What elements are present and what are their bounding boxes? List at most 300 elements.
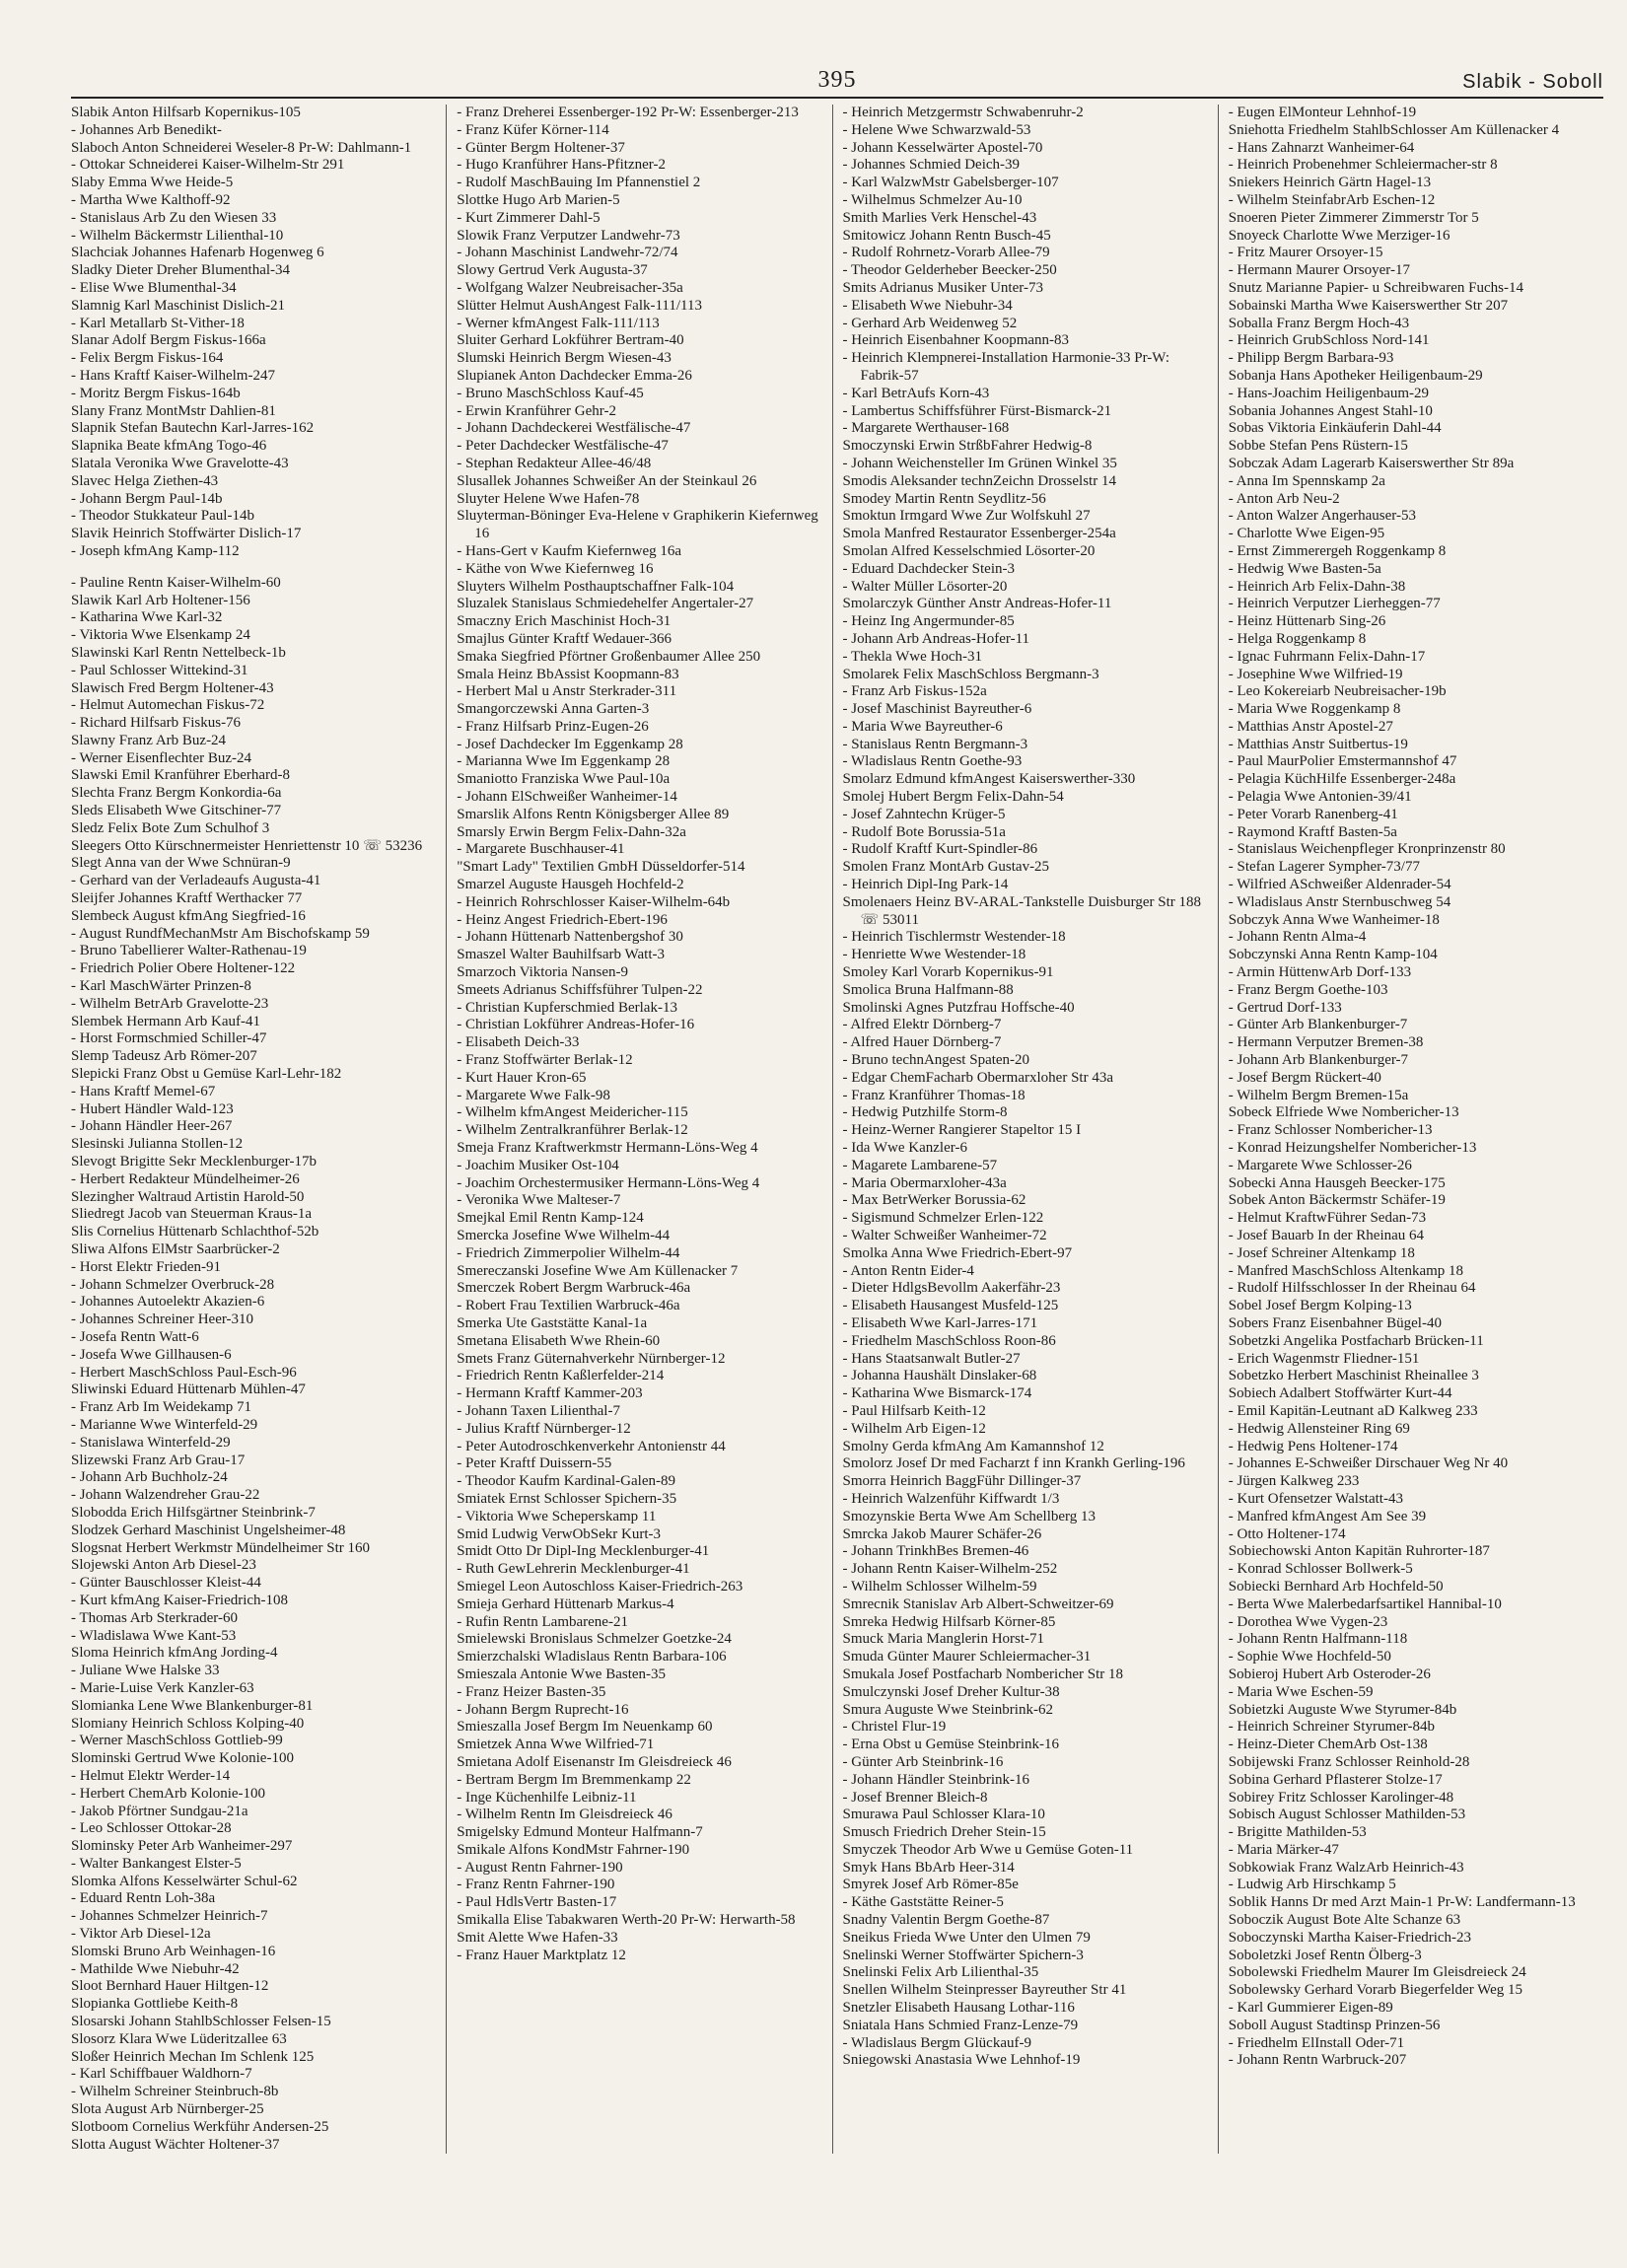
directory-entry: Soboletzki Josef Rentn Ölberg-3 [1228, 1947, 1422, 1963]
directory-entry: - Matthias Anstr Apostel-27 [1228, 718, 1393, 735]
directory-entry: Slominsky Peter Arb Wanheimer-297 [71, 1838, 293, 1855]
directory-entry: Sleds Elisabeth Wwe Gitschiner-77 [71, 803, 282, 819]
directory-entry: - Pelagia KüchHilfe Essenberger-248a [1228, 771, 1456, 788]
directory-entry: - Wladislawa Wwe Kant-53 [71, 1627, 237, 1644]
directory-entry: - Herbert MaschSchloss Paul-Esch-96 [71, 1364, 297, 1381]
directory-entry: Slominski Gertrud Wwe Kolonie-100 [71, 1750, 294, 1767]
directory-entry: - Franz Arb Fiskus-152a [842, 683, 987, 700]
directory-entry: - Heinrich Probenehmer Schleiermacher-str 8 [1228, 157, 1498, 174]
directory-entry: - Ida Wwe Kanzler-6 [842, 1140, 967, 1157]
directory-entry: - Hans Zahnarzt Wanheimer-64 [1228, 139, 1415, 156]
directory-entry: Sobainski Martha Wwe Kaiserswerther Str 207 [1228, 297, 1509, 314]
directory-entry: - Bruno Tabellierer Walter-Rathenau-19 [71, 943, 307, 959]
directory-entry: Sniehotta Friedhelm StahlbSchlosser Am Küllenacker 4 [1228, 121, 1560, 138]
directory-entry: - Günter Bergm Holtener-37 [457, 139, 625, 156]
directory-entry: Smaka Siegfried Pförtner Großenbaumer Allee 250 [457, 648, 761, 665]
directory-entry: Slembek Hermann Arb Kauf-41 [71, 1013, 261, 1029]
directory-entry: Sobietzki Auguste Wwe Styrumer-84b [1228, 1701, 1457, 1718]
directory-entry: - Erwin Kranführer Gehr-2 [457, 402, 616, 419]
directory-entry: - Helmut Elektr Werder-14 [71, 1767, 231, 1784]
directory-entry: - Käthe von Wwe Kiefernweg 16 [457, 560, 654, 577]
directory-entry: - Hans-Joachim Heiligenbaum-29 [1228, 385, 1430, 401]
directory-entry: - Wladislaus Rentn Goethe-93 [842, 753, 1023, 770]
directory-entry: - Josef Bauarb In der Rheinau 64 [1228, 1228, 1425, 1243]
directory-entry: - Stefan Lagerer Sympher-73/77 [1228, 859, 1420, 876]
directory-entry: - Franz Arb Im Weidekamp 71 [71, 1399, 252, 1416]
directory-entry: - Manfred kfmAngest Am See 39 [1228, 1508, 1427, 1524]
directory-entry: - Veronika Wwe Malteser-7 [457, 1192, 621, 1209]
directory-entry: Slosorz Klara Wwe Lüderitzallee 63 [71, 2030, 287, 2047]
directory-entry: Slavik Heinrich Stoffwärter Dislich-17 [71, 526, 302, 542]
directory-entry: - Matthias Anstr Suitbertus-19 [1228, 736, 1408, 752]
directory-entry: - Pelagia Wwe Antonien-39/41 [1228, 789, 1412, 806]
directory-entry: Slanar Adolf Bergm Fiskus-166a [71, 332, 266, 349]
directory-entry: Sobczyk Anna Wwe Wanheimer-18 [1228, 911, 1440, 928]
directory-entry: - Josef Zahntechn Krüger-5 [842, 806, 1006, 822]
directory-entry: Slawinski Karl Rentn Nettelbeck-1b [71, 644, 286, 661]
directory-entry: Smarsly Erwin Bergm Felix-Dahn-32a [457, 823, 686, 840]
directory-entry: - Wolfgang Walzer Neubreisacher-35a [457, 279, 683, 296]
directory-entry: - Joachim Musiker Ost-104 [457, 1157, 619, 1173]
directory-entry: - Edgar ChemFacharb Obermarxloher Str 43a [842, 1069, 1113, 1086]
directory-entry: Sleijfer Johannes Kraftf Werthacker 77 [71, 890, 303, 907]
directory-entry: - Maria Obermarxloher-43a [842, 1174, 1007, 1191]
directory-entry: - Marianna Wwe Im Eggenkamp 28 [457, 753, 671, 770]
directory-entry: Smyrek Josef Arb Römer-85e [842, 1877, 1019, 1893]
directory-entry: - Josef Schreiner Altenkamp 18 [1228, 1244, 1415, 1261]
directory-entry: - Peter Vorarb Ranenberg-41 [1228, 806, 1398, 822]
directory-entry: - Karl MaschWärter Prinzen-8 [71, 978, 251, 995]
directory-entry: Slamnig Karl Maschinist Dislich-21 [71, 297, 286, 314]
directory-entry: - Eugen ElMonteur Lehnhof-19 [1228, 105, 1417, 120]
directory-entry: Sobeck Elfriede Wwe Nombericher-13 [1228, 1104, 1459, 1121]
directory-entry: - Elisabeth Wwe Niebuhr-34 [842, 297, 1013, 314]
directory-entry: - Heinrich Metzgermstr Schwabenruhr-2 [842, 105, 1084, 120]
directory-entry: Slusallek Johannes Schweißer An der Steinkaul 26 [457, 472, 757, 489]
directory-entry: - Walter Bankangest Elster-5 [71, 1855, 242, 1872]
directory-entry: Smurawa Paul Schlosser Klara-10 [842, 1807, 1045, 1823]
directory-entry: - Johannes Schreiner Heer-310 [71, 1311, 254, 1328]
directory-entry: - Hans Kraftf Kaiser-Wilhelm-247 [71, 367, 275, 384]
directory-entry: Sobanja Hans Apotheker Heiligenbaum-29 [1228, 367, 1483, 384]
directory-entry: - Karl BetrAufs Korn-43 [842, 385, 990, 401]
directory-entry: Smitowicz Johann Rentn Busch-45 [842, 227, 1051, 244]
directory-entry: Slodzek Gerhard Maschinist Ungelsheimer-48 [71, 1522, 346, 1538]
directory-entry: - Peter Kraftf Duissern-55 [457, 1455, 612, 1472]
directory-entry: Snetzler Elisabeth Hausang Lothar-116 [842, 2000, 1075, 2017]
directory-entry: - Christel Flur-19 [842, 1719, 947, 1736]
directory-entry: Sobek Anton Bäckermstr Schäfer-19 [1228, 1192, 1446, 1209]
directory-entry: Smieszala Antonie Wwe Basten-35 [457, 1666, 667, 1682]
directory-entry: - Wilhelm SteinfabrArb Eschen-12 [1228, 191, 1436, 208]
directory-entry: Sobolewski Friedhelm Maurer Im Gleisdreieck 24 [1228, 1964, 1526, 1981]
directory-entry: Smukala Josef Postfacharb Nombericher Str 18 [842, 1666, 1124, 1682]
directory-entry: - Josefa Wwe Gillhausen-6 [71, 1346, 232, 1363]
directory-entry: - Katharina Wwe Bismarck-174 [842, 1385, 1032, 1402]
directory-entry: Slavec Helga Ziethen-43 [71, 472, 219, 489]
directory-entry: - Johann Bergm Paul-14b [71, 490, 223, 507]
directory-entry: - Johanna Haushält Dinslaker-68 [842, 1368, 1037, 1384]
directory-entry: Smoktun Irmgard Wwe Zur Wolfskuhl 27 [842, 508, 1091, 525]
directory-entry: - Charlotte Wwe Eigen-95 [1228, 526, 1385, 542]
directory-entry: Sluiter Gerhard Lokführer Bertram-40 [457, 332, 684, 349]
directory-entry: Smercka Josefine Wwe Wilhelm-44 [457, 1228, 671, 1243]
directory-entry: - Margarete Wwe Schlosser-26 [1228, 1157, 1412, 1173]
directory-entry: Slotboom Cornelius Werkführ Andersen-25 [71, 2118, 329, 2135]
directory-entry: Snellen Wilhelm Steinpresser Bayreuther Str 41 [842, 1982, 1127, 1999]
directory-entry: - Johannes Schmied Deich-39 [842, 157, 1021, 174]
directory-entry: - Maria Wwe Roggenkamp 8 [1228, 701, 1401, 718]
directory-entry: Smarzel Auguste Hausgeh Hochfeld-2 [457, 877, 684, 893]
directory-entry: - Ludwig Arb Hirschkamp 5 [1228, 1877, 1396, 1893]
directory-entry: Snoyeck Charlotte Wwe Merziger-16 [1228, 227, 1450, 244]
directory-entry: - Rudolf Kraftf Kurt-Spindler-86 [842, 841, 1038, 858]
directory-entry: Sobetzko Herbert Maschinist Rheinallee 3 [1228, 1368, 1479, 1384]
directory-entry: - Gerhard Arb Weidenweg 52 [842, 315, 1018, 331]
directory-entry: - Heinrich Klempnerei-Installation Harmonie-33 Pr-W: Fabrik-57 [842, 350, 1170, 384]
directory-entry: - Wilhelm Zentralkranführer Berlak-12 [457, 1122, 688, 1139]
directory-entry: Sniekers Heinrich Gärtn Hagel-13 [1228, 175, 1432, 191]
directory-entry: Smets Franz Güternahverkehr Nürnberger-12 [457, 1350, 726, 1367]
directory-entry: - Heinrich Schreiner Styrumer-84b [1228, 1719, 1435, 1736]
directory-entry: - Walter Schweißer Wanheimer-72 [842, 1228, 1047, 1243]
directory-entry: - Viktoria Wwe Scheperskamp 11 [457, 1508, 657, 1524]
directory-entry: Smid Ludwig VerwObSekr Kurt-3 [457, 1525, 662, 1542]
directory-entry: Sobolewsky Gerhard Vorarb Biegerfelder Weg 15 [1228, 1982, 1523, 1999]
directory-entry: Sniatala Hans Schmied Franz-Lenze-79 [842, 2017, 1079, 2033]
directory-entry: - Helene Wwe Schwarzwald-53 [842, 121, 1031, 138]
directory-entry: - Wladislaus Bergm Glückauf-9 [842, 2034, 1031, 2051]
directory-entry: - Wilhelm Arb Eigen-12 [842, 1420, 986, 1437]
directory-entry: - Günter Arb Steinbrink-16 [842, 1753, 1004, 1770]
directory-entry: - Theodor Kaufm Kardinal-Galen-89 [457, 1473, 675, 1490]
directory-entry: - Horst Formschmied Schiller-47 [71, 1030, 267, 1047]
directory-entry: - Johann Rentn Alma-4 [1228, 929, 1367, 946]
directory-entry: Sluyter Helene Wwe Hafen-78 [457, 490, 640, 507]
directory-entry: Smura Auguste Wwe Steinbrink-62 [842, 1701, 1053, 1718]
directory-entry: - Josefa Rentn Watt-6 [71, 1328, 199, 1345]
directory-entry: Smozynskie Berta Wwe Am Schellberg 13 [842, 1508, 1096, 1524]
directory-entry: - Philipp Bergm Barbara-93 [1228, 350, 1394, 367]
directory-entry: - Johannes Autoelektr Akazien-6 [71, 1294, 265, 1311]
directory-entry: Smetana Elisabeth Wwe Rhein-60 [457, 1332, 661, 1349]
directory-entry: - Heinz-Werner Rangierer Stapeltor 15 I [842, 1122, 1082, 1139]
directory-entry: - Anton Rentn Eider-4 [842, 1262, 974, 1279]
directory-entry: Smrcka Jakob Maurer Schäfer-26 [842, 1525, 1042, 1542]
directory-entry: Sluzalek Stanislaus Schmiedehelfer Angertaler-27 [457, 596, 754, 612]
directory-entry: Sobisch August Schlosser Mathilden-53 [1228, 1807, 1466, 1823]
directory-entry: - Jürgen Kalkweg 233 [1228, 1473, 1360, 1490]
directory-entry: Slachciak Johannes Hafenarb Hogenweg 6 [71, 245, 324, 261]
directory-entry: Smolarczyk Günther Anstr Andreas-Hofer-11 [842, 596, 1112, 612]
directory-entry: - Ignac Fuhrmann Felix-Dahn-17 [1228, 648, 1426, 665]
directory-entry: Smorra Heinrich BaggFühr Dillinger-37 [842, 1473, 1082, 1490]
directory-entry: Slota August Arb Nürnberger-25 [71, 2101, 264, 2118]
directory-entry: Smyczek Theodor Arb Wwe u Gemüse Goten-11 [842, 1841, 1134, 1858]
directory-entry: Slany Franz MontMstr Dahlien-81 [71, 402, 276, 419]
directory-entry: - Kurt kfmAng Kaiser-Friedrich-108 [71, 1592, 289, 1608]
directory-entry: - Paul Hilfsarb Keith-12 [842, 1402, 986, 1419]
directory-entry: - Gertrud Dorf-133 [1228, 999, 1342, 1016]
directory-entry: - Wilhelm kfmAngest Meidericher-115 [457, 1104, 688, 1121]
directory-entry: - Marie-Luise Verk Kanzler-63 [71, 1679, 254, 1696]
column-2 [446, 105, 831, 2154]
directory-entry: - Gerhard van der Verladeaufs Augusta-41 [71, 873, 321, 889]
directory-entry: Sobers Franz Eisenbahner Bügel-40 [1228, 1314, 1442, 1331]
directory-entry: - Alfred Elektr Dörnberg-7 [842, 1017, 1002, 1033]
directory-entry: Smolica Bruna Halfmann-88 [842, 981, 1014, 998]
directory-entry: Smits Adrianus Musiker Unter-73 [842, 279, 1043, 296]
directory-entry: - Johann Arb Blankenburger-7 [1228, 1052, 1409, 1069]
directory-entry: Smit Alette Wwe Hafen-33 [457, 1929, 618, 1946]
directory-entry: - Karl Gummierer Eigen-89 [1228, 2000, 1393, 2017]
directory-entry: - Rudolf Hilfsschlosser In der Rheinau 64 [1228, 1280, 1476, 1297]
directory-entry: - Wilfried ASchweißer Aldenrader-54 [1228, 877, 1451, 893]
directory-entry: "Smart Lady" Textilien GmbH Düsseldorfer-514 [457, 859, 745, 876]
directory-entry: - Raymond Kraftf Basten-5a [1228, 823, 1397, 840]
directory-entry: Snelinski Werner Stoffwärter Spichern-3 [842, 1947, 1084, 1963]
directory-entry: Slojewski Anton Arb Diesel-23 [71, 1557, 256, 1574]
directory-entry: - Hubert Händler Wald-123 [71, 1100, 234, 1117]
directory-entry: - Heinrich GrubSchloss Nord-141 [1228, 332, 1430, 349]
directory-entry: Sleegers Otto Kürschnermeister Henriettenstr 10 ☏ 53236 [71, 837, 423, 854]
directory-entry: - Karl WalzwMstr Gabelsberger-107 [842, 175, 1059, 191]
directory-entry: Snelinski Felix Arb Lilienthal-35 [842, 1964, 1039, 1981]
directory-entry: - Wilhelm Schlosser Wilhelm-59 [842, 1578, 1037, 1595]
directory-entry: - Hermann Maurer Orsoyer-17 [1228, 262, 1410, 279]
directory-entry: Slomka Alfons Kesselwärter Schul-62 [71, 1873, 298, 1889]
directory-entry: - Paul HdlsVertr Basten-17 [457, 1894, 617, 1911]
directory-entry: Snadny Valentin Bergm Goethe-87 [842, 1912, 1050, 1929]
directory-entry: - Johann Dachdeckerei Westfälische-47 [457, 420, 691, 437]
directory-entry: - Johann Arb Andreas-Hofer-11 [842, 630, 1030, 647]
directory-entry: Slizewski Franz Arb Grau-17 [71, 1452, 246, 1468]
directory-entry: - Margarete Buschhauser-41 [457, 841, 625, 858]
directory-entry: - Wilhelm Rentn Im Gleisdreieck 46 [457, 1807, 672, 1823]
directory-entry: - Johann Hüttenarb Nattenbergshof 30 [457, 929, 683, 946]
directory-entry: Smuck Maria Manglerin Horst-71 [842, 1631, 1045, 1648]
directory-entry: - Karl Schiffbauer Waldhorn-7 [71, 2066, 252, 2083]
directory-entry: Slezingher Waltraud Artistin Harold-50 [71, 1188, 305, 1205]
directory-entry: - Friedrich Polier Obere Holtener-122 [71, 960, 296, 977]
directory-entry: Sniegowski Anastasia Wwe Lehnhof-19 [842, 2052, 1081, 2069]
directory-entry: - Moritz Bergm Fiskus-164b [71, 385, 241, 401]
directory-entry: Smolenaers Heinz BV-ARAL-Tankstelle Duisburger Str 188 ☏ 53011 [842, 893, 1201, 928]
directory-entry: - Franz Bergm Goethe-103 [1228, 981, 1388, 998]
directory-entry: Smejkal Emil Rentn Kamp-124 [457, 1210, 644, 1227]
directory-entry: - Stanislawa Winterfeld-29 [71, 1434, 231, 1451]
directory-entry: - Herbert ChemArb Kolonie-100 [71, 1785, 266, 1802]
directory-entry: - Thekla Wwe Hoch-31 [842, 648, 982, 665]
directory-entry: - Dorothea Wwe Vygen-23 [1228, 1613, 1388, 1630]
directory-entry: - Pauline Rentn Kaiser-Wilhelm-60 [71, 574, 281, 591]
directory-entry: - Heinrich Dipl-Ing Park-14 [842, 877, 1009, 893]
directory-entry: Smajlus Günter Kraftf Wedauer-366 [457, 630, 672, 647]
directory-entry: - Juliane Wwe Halske 33 [71, 1663, 220, 1679]
directory-entry: Sobijewski Franz Schlosser Reinhold-28 [1228, 1753, 1470, 1770]
directory-entry: Sobecki Anna Hausgeh Beecker-175 [1228, 1174, 1446, 1191]
directory-entry: - Margarete Werthauser-168 [842, 420, 1010, 437]
directory-entry: - Katharina Wwe Karl-32 [71, 609, 223, 626]
directory-entry: - Lambertus Schiffsführer Fürst-Bismarck-21 [842, 402, 1112, 419]
directory-entry: - Johann Händler Heer-267 [71, 1118, 233, 1135]
directory-entry: Slaboch Anton Schneiderei Weseler-8 Pr-W: Dahlmann-1 [71, 139, 412, 156]
directory-entry: Snutz Marianne Papier- u Schreibwaren Fuchs-14 [1228, 279, 1523, 296]
directory-entry: - Herbert Redakteur Mündelheimer-26 [71, 1170, 300, 1187]
directory-entry: Smyk Hans BbArb Heer-314 [842, 1859, 1015, 1876]
directory-entry: - Berta Wwe Malerbedarfsartikel Hannibal-10 [1228, 1595, 1502, 1612]
directory-entry: Smuda Günter Maurer Schleiermacher-31 [842, 1649, 1092, 1666]
directory-entry: Sluyters Wilhelm Posthauptschaffner Falk-104 [457, 578, 735, 595]
directory-entry: - Heinrich Arb Felix-Dahn-38 [1228, 578, 1406, 595]
directory-entry: - Heinrich Rohrschlosser Kaiser-Wilhelm-64b [457, 893, 731, 910]
directory-entry: - Alfred Hauer Dörnberg-7 [842, 1034, 1002, 1051]
directory-entry: Slapnika Beate kfmAng Togo-46 [71, 438, 267, 455]
directory-entry: - Paul MaurPolier Emstermannshof 47 [1228, 753, 1457, 770]
running-head: Slabik - Soboll [1462, 71, 1603, 93]
directory-entry: - Wladislaus Anstr Sternbuschweg 54 [1228, 893, 1451, 910]
directory-entry: Smiatek Ernst Schlosser Spichern-35 [457, 1490, 677, 1507]
directory-entry: - Stanislaus Weichenpfleger Kronprinzenstr 80 [1228, 841, 1506, 858]
directory-entry: - Franz Küfer Körner-114 [457, 121, 609, 138]
directory-entry: - Hedwig Allensteiner Ring 69 [1228, 1420, 1410, 1437]
directory-entry: Sloot Bernhard Hauer Hiltgen-12 [71, 1978, 269, 1995]
directory-entry: - Werner Eisenflechter Buz-24 [71, 749, 252, 766]
directory-entry: Smaczny Erich Maschinist Hoch-31 [457, 613, 672, 630]
directory-entry: Smieszalla Josef Bergm Im Neuenkamp 60 [457, 1719, 713, 1736]
column-3 [832, 105, 1218, 2154]
directory-entry: Sobbe Stefan Pens Rüstern-15 [1228, 438, 1408, 455]
directory-entry: Smarzoch Viktoria Nansen-9 [457, 964, 629, 981]
directory-entry: - Anna Im Spennskamp 2a [1228, 472, 1385, 489]
directory-entry: - Hedwig Putzhilfe Storm-8 [842, 1104, 1008, 1121]
directory-entry: - Erich Wagenmstr Fliedner-151 [1228, 1350, 1420, 1367]
directory-entry: - Heinz Angest Friedrich-Ebert-196 [457, 911, 668, 928]
directory-entry: Smolen Franz MontArb Gustav-25 [842, 859, 1050, 876]
column-4 [1218, 105, 1603, 2154]
directory-entry: Slomiany Heinrich Schloss Kolping-40 [71, 1715, 305, 1732]
directory-entry: - Johannes E-Schweißer Dirschauer Weg Nr 40 [1228, 1455, 1509, 1472]
directory-entry: - Ernst Zimmerergeh Roggenkamp 8 [1228, 542, 1447, 559]
directory-entry: - Kurt Ofensetzer Walstatt-43 [1228, 1490, 1403, 1507]
directory-entry: - Wilhelm Bergm Bremen-15a [1228, 1087, 1409, 1103]
directory-entry: - Ruth GewLehrerin Mecklenburger-41 [457, 1561, 690, 1578]
directory-entry: - Johannes Schmelzer Heinrich-7 [71, 1908, 268, 1925]
directory-entry: - Franz Kranführer Thomas-18 [842, 1087, 1026, 1103]
directory-entry: - Friedhelm ElInstall Oder-71 [1228, 2034, 1405, 2051]
directory-entry: Slowik Franz Verputzer Landwehr-73 [457, 227, 680, 244]
directory-entry: Sobel Josef Bergm Kolping-13 [1228, 1298, 1412, 1314]
directory-entry: - Josef Bergm Rückert-40 [1228, 1069, 1381, 1086]
directory-entry: - Heinrich Eisenbahner Koopmann-83 [842, 332, 1070, 349]
directory-entry: Smielewski Bronislaus Schmelzer Goetzke-24 [457, 1631, 732, 1648]
directory-entry: Slawik Karl Arb Holtener-156 [71, 592, 250, 608]
directory-entry: - Marianne Wwe Winterfeld-29 [71, 1416, 258, 1433]
directory-entry: - Peter Dachdecker Westfälische-47 [457, 438, 669, 455]
directory-entry: Sobirey Fritz Schlosser Karolinger-48 [1228, 1789, 1454, 1806]
directory-entry: - Elisabeth Deich-33 [457, 1034, 580, 1051]
directory-entry: - Richard Hilfsarb Fiskus-76 [71, 715, 242, 732]
directory-entry: - Theodor Gelderheber Beecker-250 [842, 262, 1057, 279]
directory-entry: - Fritz Maurer Orsoyer-15 [1228, 245, 1383, 261]
directory-entry: - Franz Hauer Marktplatz 12 [457, 1947, 626, 1963]
directory-entry: - Heinrich Walzenführ Kiffwardt 1/3 [842, 1490, 1060, 1507]
directory-entry: - Josef Maschinist Bayreuther-6 [842, 701, 1032, 718]
directory-entry: - Armin HüttenwArb Dorf-133 [1228, 964, 1412, 981]
directory-entry: - Manfred MaschSchloss Altenkamp 18 [1228, 1262, 1464, 1279]
directory-entry: Sloma Heinrich kfmAng Jording-4 [71, 1645, 278, 1662]
directory-entry: Slottke Hugo Arb Marien-5 [457, 191, 620, 208]
directory-entry: - August RundfMechanMstr Am Bischofskamp 59 [71, 925, 370, 942]
directory-entry: Slosarski Johann StahlbSchlosser Felsen-15 [71, 2014, 331, 2030]
directory-entry: Smala Heinz BbAssist Koopmann-83 [457, 666, 679, 682]
directory-entry: Slepicki Franz Obst u Gemüse Karl-Lehr-182 [71, 1066, 342, 1083]
directory-entry: - Rudolf Rohrnetz-Vorarb Allee-79 [842, 245, 1050, 261]
directory-entry: - Konrad Heizungshelfer Nombericher-13 [1228, 1140, 1477, 1157]
directory-entry: - Theodor Stukkateur Paul-14b [71, 508, 254, 525]
directory-entry: - Inge Küchenhilfe Leibniz-11 [457, 1789, 637, 1806]
directory-entry: - Johann Walzendreher Grau-22 [71, 1487, 260, 1504]
directory-entry: Sloßer Heinrich Mechan Im Schlenk 125 [71, 2048, 315, 2065]
directory-entry: Snoeren Pieter Zimmerer Zimmerstr Tor 5 [1228, 209, 1479, 226]
directory-entry: - Josephine Wwe Wilfried-19 [1228, 666, 1403, 682]
directory-entry: - Walter Müller Lösorter-20 [842, 578, 1008, 595]
directory-entry: - Johann Bergm Ruprecht-16 [457, 1701, 629, 1718]
directory-entry: Soboczik August Bote Alte Schanze 63 [1228, 1912, 1461, 1929]
directory-entry: - Christian Lokführer Andreas-Hofer-16 [457, 1017, 695, 1033]
directory-entry: - Johann Rentn Halfmann-118 [1228, 1631, 1408, 1648]
directory-entry: Sobas Viktoria Einkäuferin Dahl-44 [1228, 420, 1442, 437]
directory-entry: - Werner MaschSchloss Gottlieb-99 [71, 1733, 283, 1749]
directory-entry: Smigelsky Edmund Monteur Halfmann-7 [457, 1824, 703, 1841]
directory-entry: Smolarek Felix MaschSchloss Bergmann-3 [842, 666, 1099, 682]
directory-entry: Sliedregt Jacob van Steuerman Kraus-1a [71, 1206, 313, 1223]
directory-entry: Slabik Anton Hilfsarb Kopernikus-105 [71, 105, 301, 120]
directory-entry: - Hedwig Pens Holtener-174 [1228, 1438, 1398, 1454]
directory-entry: - Johann Rentn Kaiser-Wilhelm-252 [842, 1561, 1058, 1578]
directory-entry: Smodey Martin Rentn Seydlitz-56 [842, 490, 1046, 507]
directory-entry: - Johann Arb Buchholz-24 [71, 1469, 228, 1486]
directory-entry: - Maria Wwe Eschen-59 [1228, 1683, 1374, 1700]
directory-entry: - Eduard Dachdecker Stein-3 [842, 560, 1016, 577]
directory-entry: - Kurt Zimmerer Dahl-5 [457, 209, 601, 226]
directory-entry: - Heinrich Verputzer Lierheggen-77 [1228, 596, 1441, 612]
directory-entry: - Friedrich Zimmerpolier Wilhelm-44 [457, 1244, 680, 1261]
directory-entry: - Wilhelm BetrArb Gravelotte-23 [71, 995, 269, 1012]
directory-entry: - Felix Bergm Fiskus-164 [71, 350, 224, 367]
column-1 [71, 105, 446, 2154]
directory-entry: Smoley Karl Vorarb Kopernikus-91 [842, 964, 1054, 981]
directory-entry: Slaby Emma Wwe Heide-5 [71, 175, 234, 191]
directory-entry: - Herbert Mal u Anstr Sterkrader-311 [457, 683, 677, 700]
directory-entry: Smiegel Leon Autoschloss Kaiser-Friedrich-263 [457, 1578, 743, 1595]
directory-entry: - Franz Schlosser Nombericher-13 [1228, 1122, 1433, 1139]
directory-entry: - Günter Bauschlosser Kleist-44 [71, 1575, 261, 1592]
directory-entry: Slevogt Brigitte Sekr Mecklenburger-17b [71, 1154, 317, 1170]
directory-entry: Slawski Emil Kranführer Eberhard-8 [71, 767, 291, 784]
directory-entry: - Johann ElSchweißer Wanheimer-14 [457, 789, 677, 806]
directory-entry: Smaszel Walter Bauhilfsarb Watt-3 [457, 947, 665, 963]
directory-entry: Smolej Hubert Bergm Felix-Dahn-54 [842, 789, 1064, 806]
directory-entry: - Rudolf Bote Borussia-51a [842, 823, 1006, 840]
directory-entry: Smulczynski Josef Dreher Kultur-38 [842, 1683, 1060, 1700]
directory-entry: - Rufin Rentn Lambarene-21 [457, 1613, 628, 1630]
directory-entry: Smolny Gerda kfmAng Am Kamannshof 12 [842, 1438, 1104, 1454]
directory-entry: - Johann Taxen Lilienthal-7 [457, 1402, 620, 1419]
directory-entry: - Johann Händler Steinbrink-16 [842, 1771, 1030, 1788]
directory-entry: Sobania Johannes Angest Stahl-10 [1228, 402, 1433, 419]
directory-entry: Smola Manfred Restaurator Essenberger-254a [842, 526, 1116, 542]
